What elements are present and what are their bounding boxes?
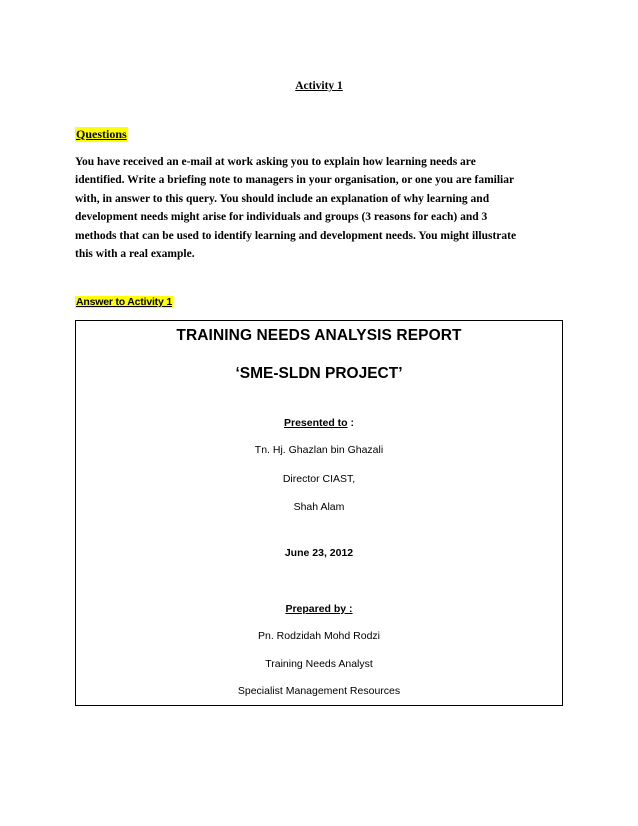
questions-heading: Questions xyxy=(76,127,127,141)
question-line: development needs might arise for individuals and groups (3 reasons for each) and 3 xyxy=(75,211,488,224)
presented-to-colon: : xyxy=(347,417,355,429)
report-project-name: ‘SME-SLDN PROJECT’ xyxy=(235,365,403,382)
presented-to-heading xyxy=(76,417,562,429)
recipient-name: Tn. Hj. Ghazlan bin Ghazali xyxy=(254,444,384,456)
activity-title: Activity 1 xyxy=(295,80,343,92)
recipient-title: Director CIAST, xyxy=(282,473,356,485)
report-title: TRAINING NEEDS ANALYSIS REPORT xyxy=(176,327,462,344)
report-date: June 23, 2012 xyxy=(284,547,354,559)
question-line: with, in answer to this query. You should include an explanation of why learning and xyxy=(75,192,490,205)
preparer-title: Training Needs Analyst xyxy=(265,658,373,670)
report-cover-box xyxy=(75,320,563,706)
presented-to-label: Presented to xyxy=(283,417,348,429)
preparer-organisation: Specialist Management Resources xyxy=(237,685,401,697)
prepared-by-heading: Prepared by : xyxy=(285,603,353,615)
answer-heading: Answer to Activity 1 xyxy=(76,296,172,308)
question-line: this with a real example. xyxy=(75,248,195,261)
question-text xyxy=(75,153,569,263)
question-line: methods that can be used to identify learning and development needs. You might illustrate xyxy=(75,229,517,242)
question-line: identified. Write a briefing note to managers in your organisation, or one you are familiar xyxy=(75,174,515,187)
recipient-location: Shah Alam xyxy=(293,501,345,513)
question-line: You have received an e-mail at work asking you to explain how learning needs are xyxy=(75,156,476,168)
preparer-name: Pn. Rodzidah Mohd Rodzi xyxy=(258,630,380,642)
